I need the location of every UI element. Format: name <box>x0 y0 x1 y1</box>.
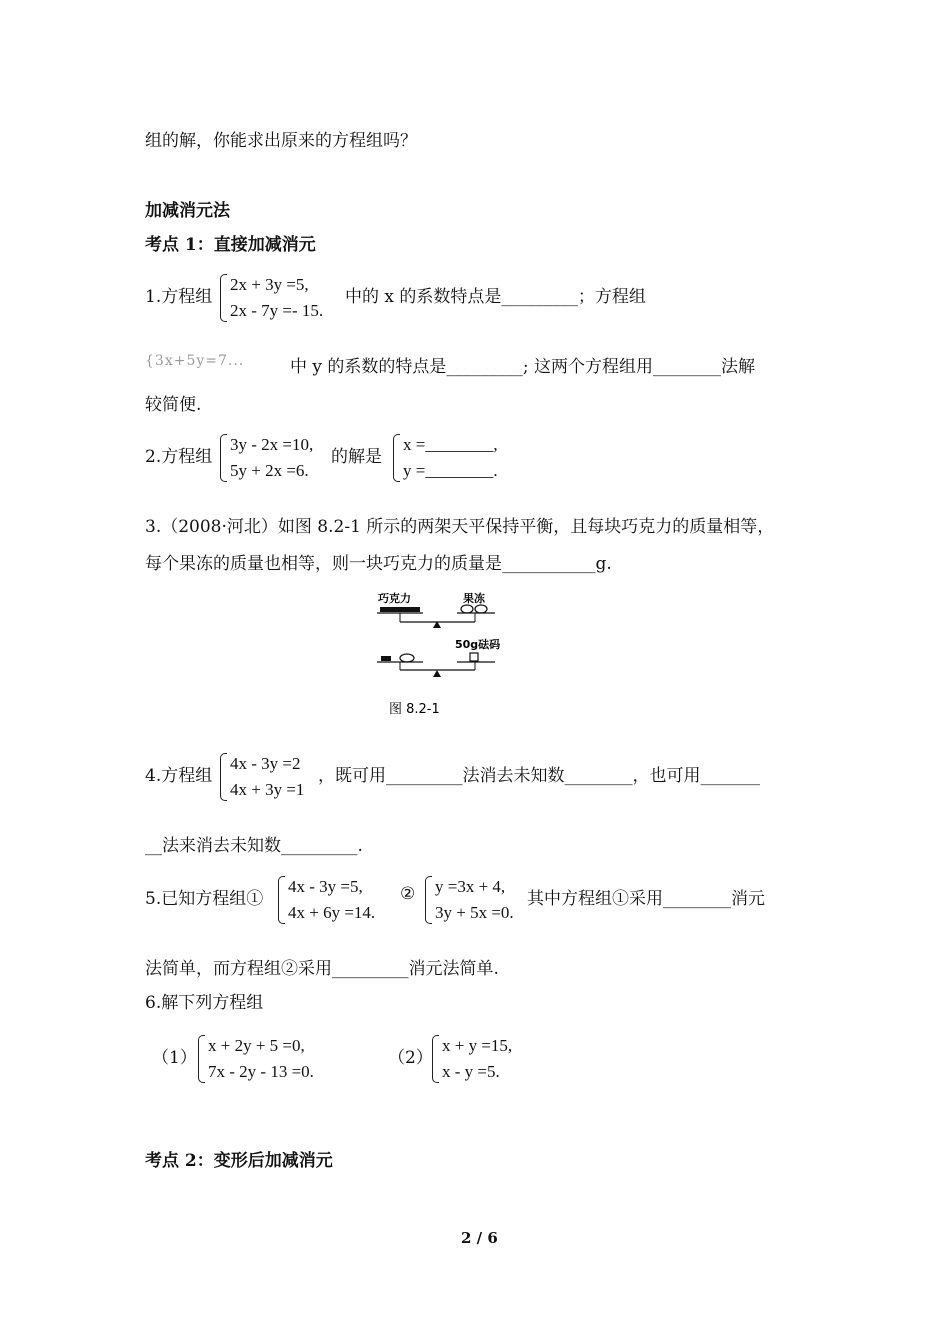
equation: y =3x + 4, <box>435 877 506 896</box>
kaodian-1-heading: 考点 1：直接加减消元 <box>145 235 316 255</box>
answer-line: y =________. <box>403 461 498 480</box>
label-chocolate: 巧克力 <box>378 592 411 605</box>
q4-text: ，既可用_________法消去未知数________，也可用_______ <box>318 766 760 786</box>
q5-prefix: 5.已知方程组① <box>145 889 264 909</box>
q1-prefix: 1.方程组 <box>145 287 213 307</box>
equation: 4x - 3y =5, <box>288 877 363 896</box>
q6-part1-system <box>198 1033 314 1085</box>
q6-title: 6.解下列方程组 <box>145 993 264 1013</box>
q4-system <box>220 751 304 803</box>
q2-mid-text: 的解是 <box>331 447 382 467</box>
equation: 7x - 2y - 13 =0. <box>208 1062 314 1081</box>
q1-mid-text: 中的 x 的系数特点是_________；方程组 <box>345 287 646 307</box>
q5-text: 其中方程组①采用________消元 <box>527 889 765 909</box>
q5-system-2 <box>425 874 514 926</box>
equation: 2x + 3y =5, <box>230 275 309 294</box>
jelly <box>400 654 414 662</box>
page-number: 2 / 6 <box>461 1229 498 1247</box>
circled-two: ② <box>400 884 416 904</box>
equation: x - y =5. <box>442 1062 500 1081</box>
label-jelly: 果冻 <box>463 592 485 605</box>
label-weight: 50g砝码 <box>455 638 501 651</box>
section-title: 加减消元法 <box>145 201 230 221</box>
kaodian-2-heading: 考点 2：变形后加减消元 <box>145 1151 333 1171</box>
q6-part1-label: （1） <box>152 1048 197 1068</box>
q3-line1: 3.（2008·河北）如图 8.2-1 所示的两架天平保持平衡，且每块巧克力的质量相等， <box>145 517 775 537</box>
q1-line2: 中 y 的系数的特点是_________; 这两个方程组用________法解 <box>290 357 756 377</box>
balance-figure <box>375 590 505 720</box>
jelly <box>475 605 487 613</box>
q2-answer <box>393 432 498 484</box>
equation: 3y - 2x =10, <box>230 435 314 454</box>
q5-line2: 法简单，而方程组②采用_________消元法简单. <box>145 959 499 979</box>
equation: x + 2y + 5 =0, <box>208 1036 305 1055</box>
q2-prefix: 2.方程组 <box>145 447 213 467</box>
equation: 5y + 2x =6. <box>230 461 309 480</box>
equation: 3y + 5x =0. <box>435 903 514 922</box>
q4-prefix: 4.方程组 <box>145 766 213 786</box>
equation: 4x + 6y =14. <box>288 903 376 922</box>
q2-system <box>220 432 313 484</box>
q1-system <box>220 272 323 324</box>
equation: 2x - 7y =- 15. <box>230 301 324 320</box>
fulcrum <box>433 670 441 677</box>
intro-line: 组的解，你能求出原来的方程组吗？ <box>145 131 417 151</box>
chocolate-bars <box>380 607 420 612</box>
q6-part2-label: （2） <box>388 1048 433 1068</box>
q4-line2: __法来消去未知数_________. <box>145 836 363 856</box>
q5-system-1 <box>278 874 375 926</box>
answer-line: x =________, <box>403 435 498 454</box>
jelly <box>461 605 473 613</box>
equation: 4x + 3y =1 <box>230 780 305 799</box>
weight-block <box>470 653 478 661</box>
figure-caption: 图 8.2-1 <box>389 702 440 717</box>
balance-diagram <box>375 590 505 720</box>
q3-line2: 每个果冻的质量也相等，则一块巧克力的质量是___________g. <box>145 554 612 574</box>
q1-line3: 较简便. <box>145 395 202 415</box>
chocolate-bar <box>381 656 391 661</box>
equation: x + y =15, <box>442 1036 513 1055</box>
q6-part2-system <box>432 1033 512 1085</box>
equation: 4x - 3y =2 <box>230 754 301 773</box>
garbled-equation: {3x+5y=7... <box>145 353 245 369</box>
